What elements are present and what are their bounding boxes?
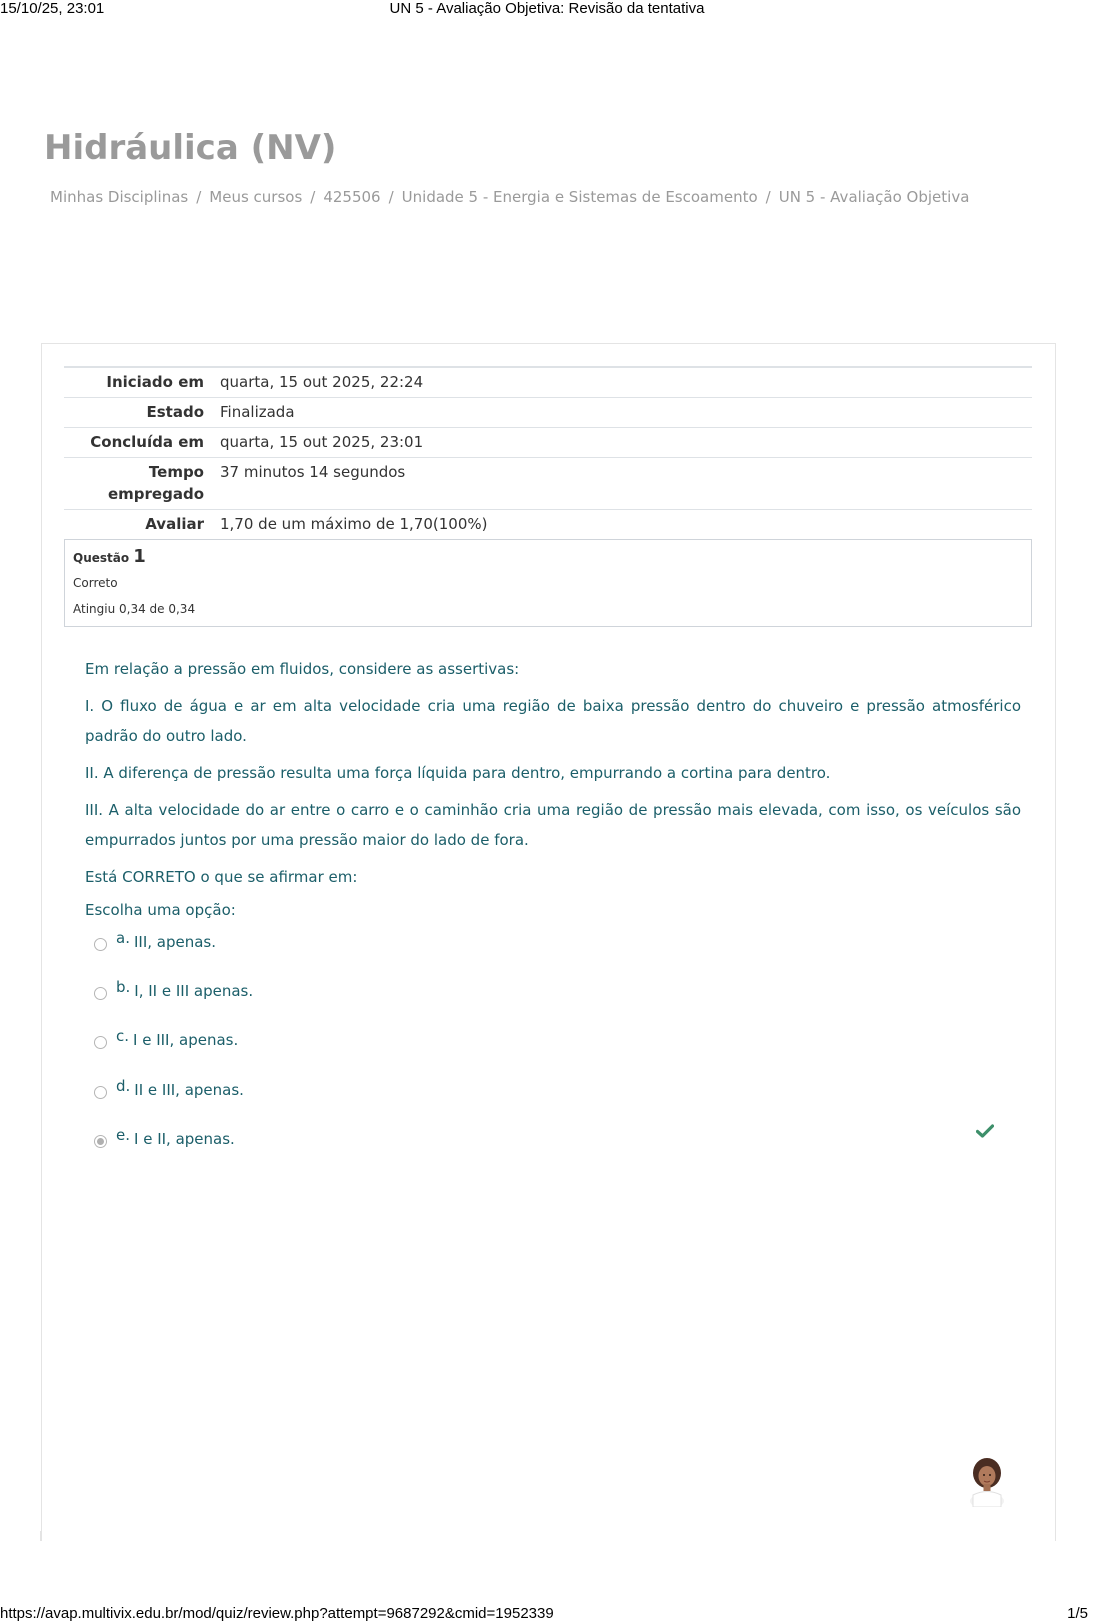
breadcrumb-separator: / <box>765 188 771 206</box>
breadcrumb-item-meus-cursos[interactable]: Meus cursos <box>209 188 303 206</box>
breadcrumb-item-unit[interactable]: Unidade 5 - Energia e Sistemas de Escoamento <box>401 188 758 206</box>
summary-row-started <box>64 368 1032 398</box>
breadcrumb-item-quiz[interactable]: UN 5 - Avaliação Objetiva <box>778 188 970 206</box>
question-label: Questão <box>73 551 130 565</box>
check-icon <box>976 1124 994 1138</box>
summary-row-completed <box>64 428 1032 458</box>
print-url: https://avap.multivix.edu.br/mod/quiz/review.php?attempt=9687292&cmid=1952339 <box>0 1605 554 1622</box>
answer-letter: a. <box>116 929 130 947</box>
breadcrumb-item-minhas-disciplinas[interactable]: Minhas Disciplinas <box>50 188 189 206</box>
summary-label: Tempo empregado <box>107 463 204 503</box>
card-edge <box>40 1531 41 1541</box>
answer-option-d[interactable] <box>94 1077 974 1099</box>
summary-row-time-taken <box>64 458 1032 510</box>
radio-button[interactable] <box>94 987 107 1000</box>
print-page-title: UN 5 - Avaliação Objetiva: Revisão da tentativa <box>389 0 705 17</box>
answer-option-c[interactable] <box>94 1027 974 1049</box>
answer-letter: c. <box>116 1027 130 1045</box>
answer-option-a[interactable] <box>94 929 974 951</box>
summary-value: quarta, 15 out 2025, 23:01 <box>220 433 424 451</box>
answer-text: I e II, apenas. <box>134 1130 235 1148</box>
attempt-summary-table <box>64 366 1032 540</box>
answer-letter: e. <box>116 1126 130 1144</box>
answer-text: I e III, apenas. <box>133 1031 239 1049</box>
answer-text: I, II e III apenas. <box>134 982 254 1000</box>
summary-label: Iniciado em <box>106 373 204 391</box>
question-paragraph: I. O fluxo de água e ar em alta velocidade cria uma região de baixa pressão dentro do chuveiro e pressão atmosférico padrão do outro lado. <box>85 697 1021 745</box>
print-page-counter: 1/5 <box>1067 1605 1088 1622</box>
question-paragraph: II. A diferença de pressão resulta uma força líquida para dentro, empurrando a cortina para dentro. <box>85 764 831 782</box>
radio-button[interactable] <box>94 1086 107 1099</box>
summary-label: Avaliar <box>145 515 204 533</box>
summary-value: 1,70 de um máximo de 1,70(100%) <box>220 515 488 533</box>
radio-button[interactable] <box>94 1036 107 1049</box>
print-footer <box>0 1605 1094 1623</box>
question-paragraph: Em relação a pressão em fluidos, considere as assertivas: <box>85 660 520 678</box>
question-state: Correto <box>73 576 118 590</box>
answer-letter: b. <box>116 978 131 996</box>
answer-option-e[interactable] <box>94 1126 974 1148</box>
breadcrumb-separator: / <box>310 188 316 206</box>
print-datetime: 15/10/25, 23:01 <box>0 0 105 17</box>
summary-label: Estado <box>146 403 204 421</box>
radio-button[interactable] <box>94 938 107 951</box>
breadcrumb <box>50 188 969 206</box>
print-header <box>0 0 1094 18</box>
breadcrumb-item-course-id[interactable]: 425506 <box>323 188 381 206</box>
question-grade: Atingiu 0,34 de 0,34 <box>73 602 196 616</box>
breadcrumb-separator: / <box>196 188 202 206</box>
summary-row-state <box>64 398 1032 428</box>
answer-prompt: Escolha uma opção: <box>85 901 236 919</box>
answer-text: II e III, apenas. <box>134 1081 244 1099</box>
question-text <box>85 654 1021 899</box>
question-number <box>73 546 146 567</box>
summary-label: Concluída em <box>90 433 204 451</box>
quiz-review-card <box>41 343 1056 1541</box>
summary-row-grade <box>64 510 1032 540</box>
breadcrumb-separator: / <box>388 188 394 206</box>
radio-button-selected[interactable] <box>94 1135 107 1148</box>
answer-option-b[interactable] <box>94 978 974 1000</box>
summary-value: Finalizada <box>220 403 295 421</box>
question-info-box <box>64 539 1032 627</box>
summary-value: quarta, 15 out 2025, 22:24 <box>220 373 424 391</box>
question-paragraph: Está CORRETO o que se afirmar em: <box>85 868 358 886</box>
question-paragraph: III. A alta velocidade do ar entre o carro e o caminhão cria uma região de pressão mais elevada, com isso, os veículos são empurrados juntos por uma pressão maior do lado de fora. <box>85 801 1021 849</box>
course-title: Hidráulica (NV) <box>44 128 337 168</box>
assistant-avatar-icon[interactable] <box>966 1455 1008 1507</box>
summary-value: 37 minutos 14 segundos <box>220 463 406 481</box>
answer-letter: d. <box>116 1077 131 1095</box>
answer-text: III, apenas. <box>133 933 216 951</box>
question-number-value: 1 <box>133 546 146 567</box>
